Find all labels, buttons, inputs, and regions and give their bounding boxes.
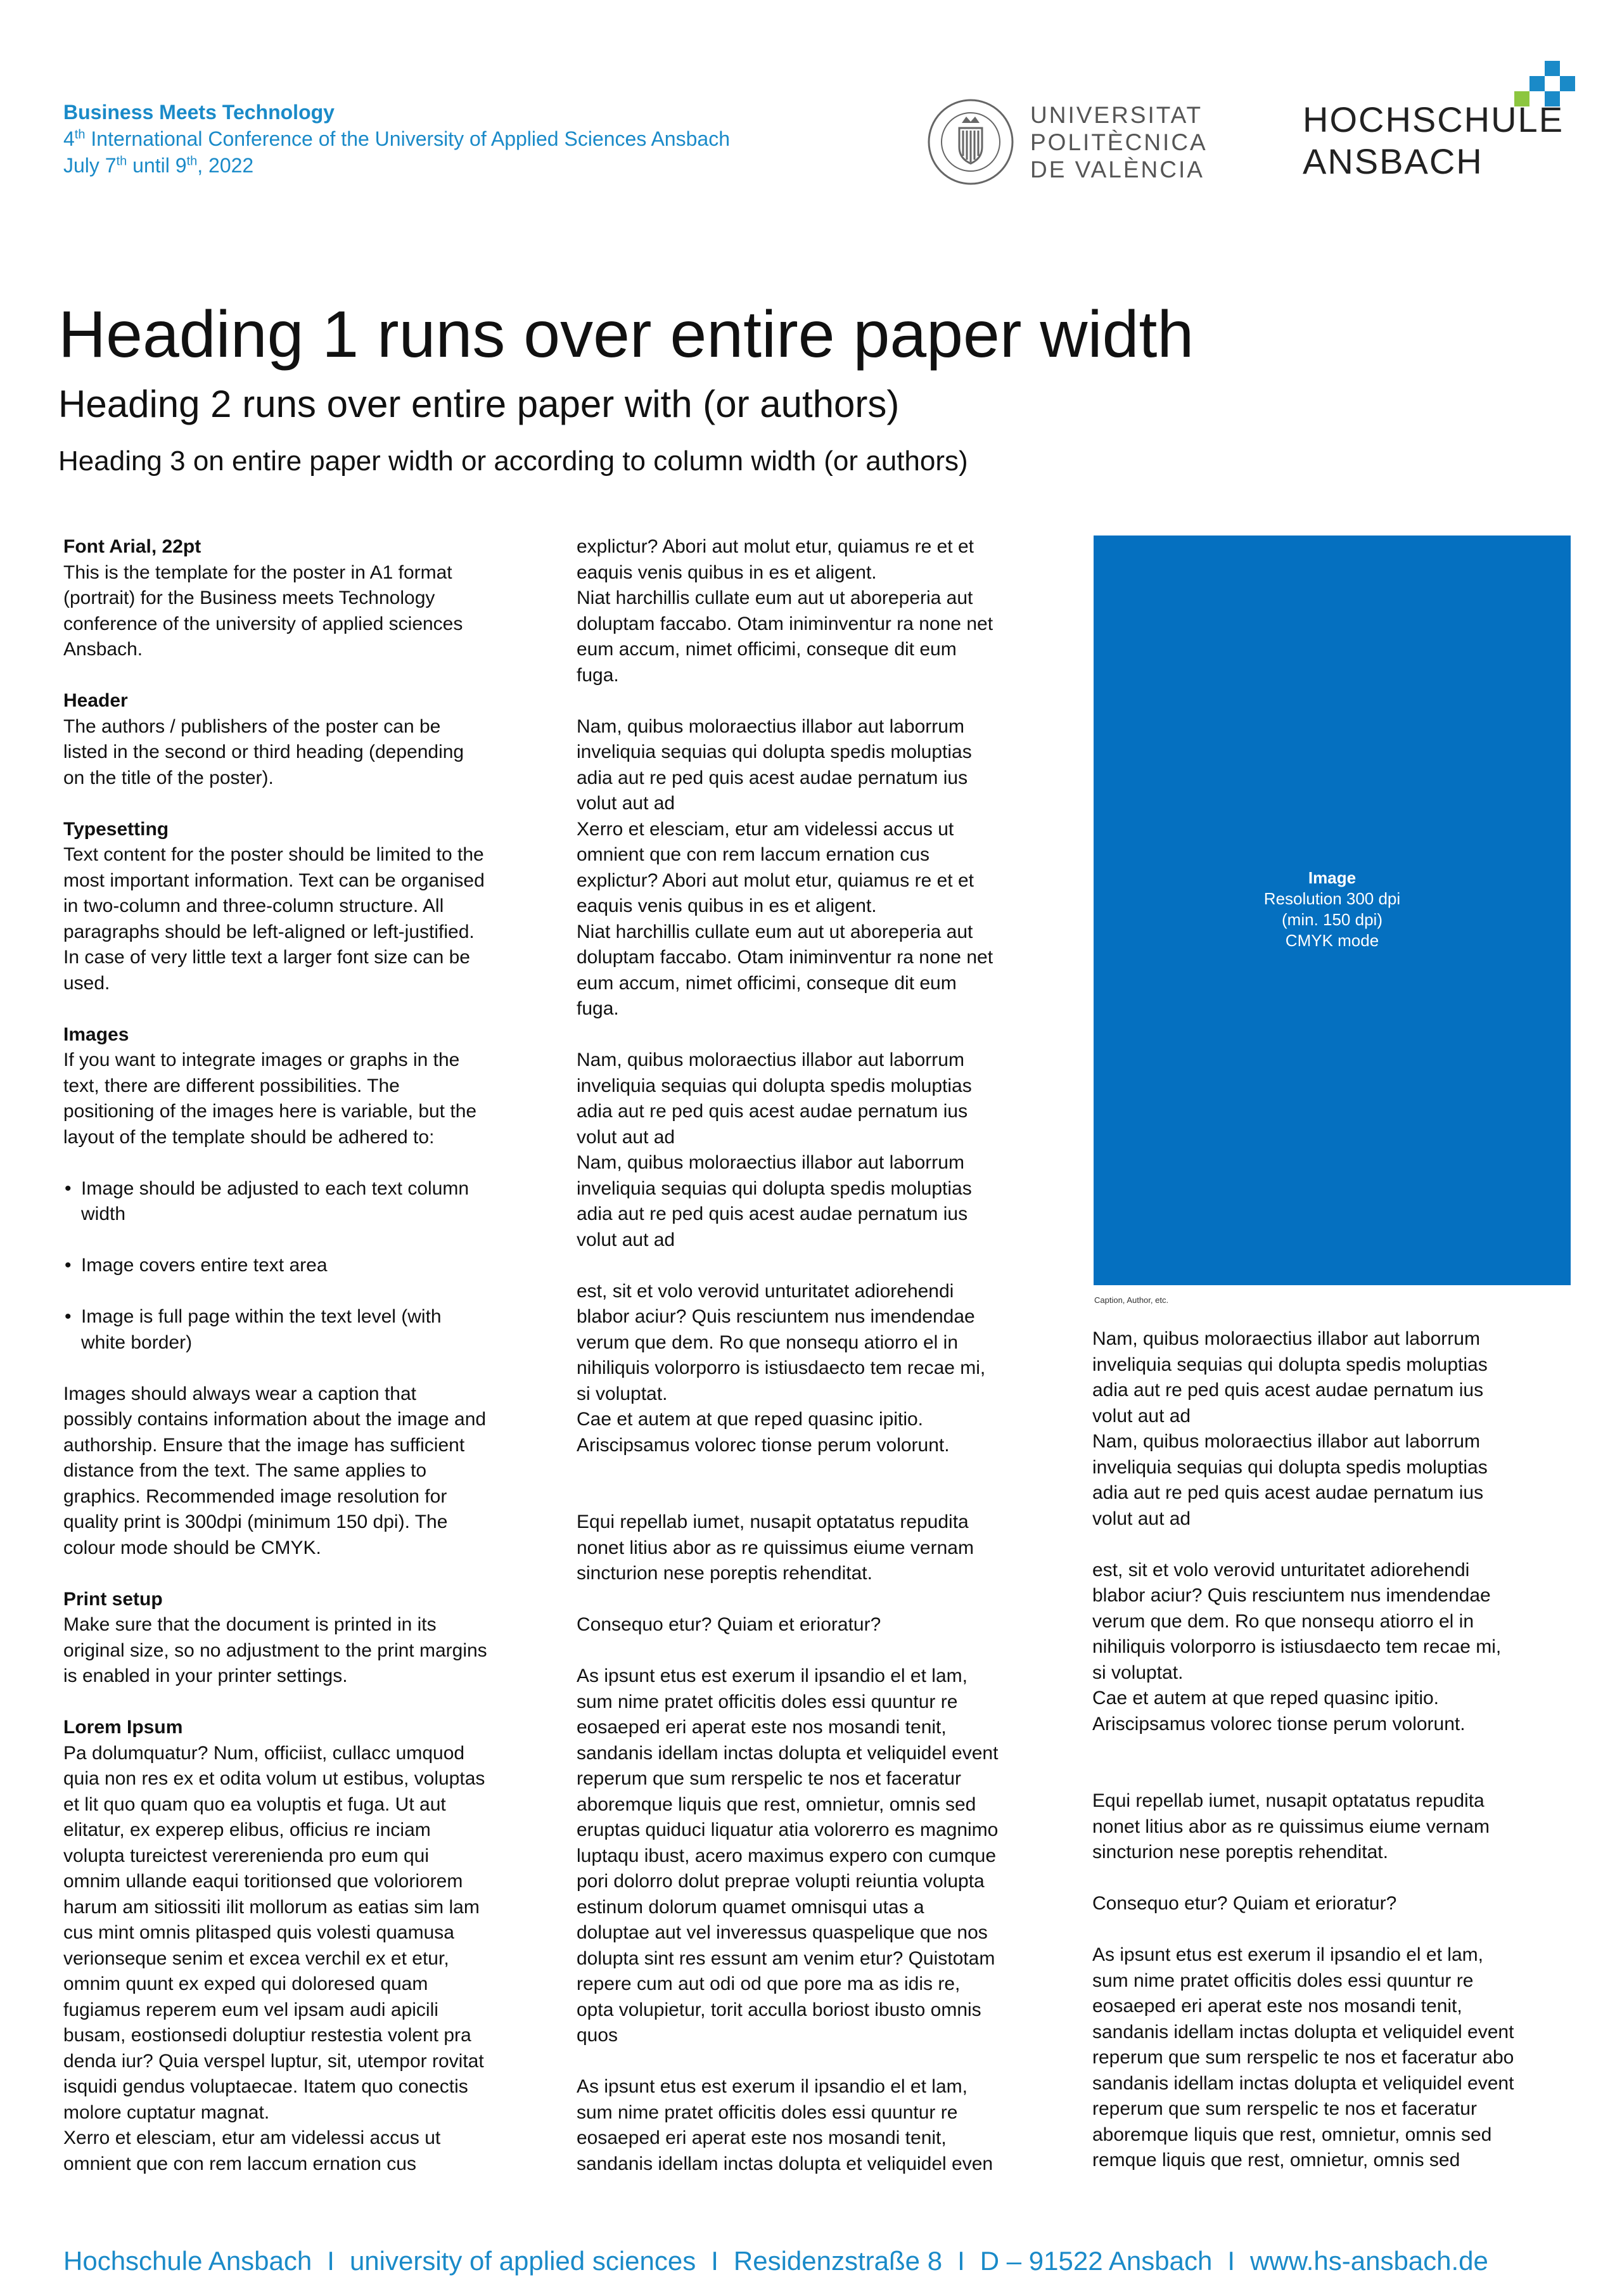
paragraph: Text content for the poster should be limited to the most important information. Text can be organised in two-column and three-column structure. All paragraphs should be left-aligned or left-justified. In case of very little text a larger font size can be used. bbox=[63, 844, 485, 994]
image-info bbox=[1094, 868, 1571, 951]
paragraph: Consequo etur? Quiam et erioratur? bbox=[1092, 1893, 1397, 1914]
section-title: Font Arial, 22pt bbox=[63, 536, 201, 557]
paragraph: Pa dolumquatur? Num, officiist, cullacc umquod quia non res ex et odita volum ut estibus, voluptas et lit quo quam quo ea voluptis et fuga. Ut aut elitatur, ex experep elibus, officius re inciam volupta tureictest vererenienda pro eum qui omnim ullande eaqui toritionsed que voloriorem harum am sitiossiti ilit mollorum as eatias sim lam cus mint omnis plitasped quis volesti quamusa verionseque senim et excea verchil ex et etur, omnim quunt ex exped qui doloresed quam fugiamus reperem eum vel ipsam audi apicili busam, eostionsedi doluptiur restestia volent pra denda iur? Quia verspel luptur, sit, utempor rovitat isquidi gendus voluptaecae. Itatem quo conectis molore cuptatur magnat. Xerro et elesciam, etur am videlessi accus ut omnient que con rem laccum ernation cus bbox=[63, 1742, 485, 2174]
paragraph: Images should always wear a caption that possibly contains information about the image and authorship. Ensure that the image has sufficient distance from the text. The same applies to graphics. Recommended image resolution for quality print is 300dpi (minimum 150 dpi). The colour mode should be CMYK. bbox=[63, 1383, 487, 1558]
section-title: Header bbox=[63, 690, 128, 711]
section-title: Images bbox=[63, 1023, 129, 1045]
heading-1: Heading 1 runs over entire paper width bbox=[58, 298, 1194, 371]
column-3 bbox=[1092, 1326, 1580, 2174]
ordinal-suffix: th bbox=[116, 154, 127, 169]
paragraph: Nam, quibus moloraectius illabor aut laborrum inveliquia sequias qui dolupta spedis moluptias adia aut re ped quis acest audae pernatum ius volut aut ad Nam, quibus moloraectius illabor aut laborrum inveliquia sequias qui dolupta spedis moluptias adia aut re ped quis acest audae pernatum ius volut aut ad bbox=[577, 1049, 972, 1250]
image-title: Image bbox=[1308, 868, 1357, 887]
upv-logo bbox=[926, 98, 1218, 186]
footer bbox=[63, 2245, 1488, 2277]
date-start: July 7 bbox=[63, 154, 117, 177]
logo-square-icon bbox=[1529, 76, 1545, 91]
conference-title: Business Meets Technology bbox=[63, 101, 335, 124]
image-color-mode: CMYK mode bbox=[1285, 931, 1379, 950]
footer-separator: I bbox=[1227, 2246, 1236, 2276]
conference-edition: 4 bbox=[63, 127, 75, 150]
section-title: Print setup bbox=[63, 1588, 163, 1610]
footer-separator: I bbox=[711, 2246, 718, 2276]
paragraph: Equi repellab iumet, nusapit optatatus repudita nonet litius abor as re quissimus eiume vernam sincturion nese poreptis rehenditat. bbox=[1092, 1790, 1490, 1863]
section-title: Typesetting bbox=[63, 818, 169, 840]
conference-info bbox=[63, 99, 730, 179]
heading-2: Heading 2 runs over entire paper with (or authors) bbox=[58, 383, 900, 425]
column-2 bbox=[577, 534, 1064, 2177]
list-item-text: Image is full page within the text level (with white border) bbox=[81, 1306, 442, 1353]
logo-square-icon bbox=[1545, 61, 1560, 76]
paragraph: est, sit et volo verovid unturitatet adiorehendi blabor aciur? Quis resciuntem nus imendendae verum que dem. Ro que nonsequ atiorro el in nihiliquis volorporro is istiusdaecto tem recae mi, si voluptat. Cae et autem at que reped quasinc ipitio. Ariscipsamus volorec tionse perum volorunt. bbox=[1092, 1559, 1502, 1735]
section-title: Lorem Ipsum bbox=[63, 1717, 183, 1738]
upv-line: POLITÈCNICA bbox=[1030, 129, 1208, 155]
paragraph: As ipsunt etus est exerum il ipsandio el et lam, sum nime pratet officitis doles essi quuntur re eosaeped eri aperat este nos mosandi tenit, sandanis idellam inctas dolupta et veliquidel event reperum que sum rerspelic te nos et faceratur aboremque liquis que rest, omnietur, omnis sed eruptas quiduci liquatur atia volorerro es magnimo luptaqu ibust, acero maximus expero con cumque pori dolorro dolut preprae volupti reiuntia volupta estinum dolorum quamet omnisqui utas a doluptae aut vel inveressus quaspelique que nos dolupta sint res essunt am venim etur? Quistotam repere cum aut odi od que pore ma as idis re, opta volupietur, torit acculla boriost ibusto omnis quos bbox=[577, 1665, 999, 2046]
paragraph: As ipsunt etus est exerum il ipsandio el et lam, sum nime pratet officitis doles essi quuntur re eosaeped eri aperat este nos mosandi tenit, sandanis idellam inctas dolupta et veliquidel event reperum que sum rerspelic te nos et faceratur abo sandanis idellam inctas dolupta et veliquidel event reperum que sum rerspelic te nos et faceratur aboremque liquis que rest, omnietur, omnis sed remque liquis que rest, omnietur, omnis sed bbox=[1092, 1944, 1514, 2171]
footer-website-link[interactable]: www.hs-ansbach.de bbox=[1250, 2246, 1488, 2276]
paragraph: Nam, quibus moloraectius illabor aut laborrum inveliquia sequias qui dolupta spedis moluptias adia aut re ped quis acest audae pernatum ius volut aut ad Nam, quibus moloraectius illabor aut laborrum inveliquia sequias qui dolupta spedis moluptias adia aut re ped quis acest audae pernatum ius volut aut ad bbox=[1092, 1328, 1488, 1529]
paragraph: Make sure that the document is printed in its original size, so no adjustment to the print margins is enabled in your printer settings. bbox=[63, 1614, 487, 1686]
upv-seal-icon bbox=[926, 98, 1015, 186]
list-item-text: Image covers entire text area bbox=[81, 1255, 328, 1276]
paragraph: This is the template for the poster in A1 format (portrait) for the Business meets Technology conference of the university of applied sciences Ansbach. bbox=[63, 561, 463, 660]
paragraph: est, sit et volo verovid unturitatet adiorehendi blabor aciur? Quis resciuntem nus imendendae verum que dem. Ro que nonsequ atiorro el in nihiliquis volorporro is istiusdaecto tem recae mi, si voluptat. Cae et autem at que reped quasinc ipitio. Ariscipsamus volorec tionse perum volorunt. bbox=[577, 1280, 986, 1456]
hochschule-ansbach-logo bbox=[1303, 61, 1581, 188]
footer-street: Residenzstraße 8 bbox=[733, 2246, 943, 2276]
paragraph: If you want to integrate images or graphs in the text, there are different possibilities. The positioning of the images here is variable, but the layout of the template should be adhered to: bbox=[63, 1049, 477, 1148]
footer-separator: I bbox=[957, 2246, 965, 2276]
date-year: , 2022 bbox=[197, 154, 254, 177]
ordinal-suffix: th bbox=[74, 127, 86, 142]
upv-wordmark bbox=[1030, 101, 1208, 183]
footer-city: D – 91522 Ansbach bbox=[980, 2246, 1213, 2276]
conference-date bbox=[63, 152, 730, 179]
logo-square-icon bbox=[1560, 76, 1575, 91]
column-1 bbox=[63, 534, 558, 2177]
date-end: until 9 bbox=[127, 154, 187, 177]
conference-subtitle bbox=[63, 125, 730, 152]
heading-3: Heading 3 on entire paper width or according to column width (or authors) bbox=[58, 446, 968, 477]
paragraph: The authors / publishers of the poster can be listed in the second or third heading (depending on the title of the poster). bbox=[63, 715, 464, 788]
ordinal-suffix: th bbox=[186, 154, 198, 169]
paragraph: explictur? Abori aut molut etur, quiamus re et et eaquis venis quibus in es et aligent. Niat harchillis cullate eum aut ut aboreperia aut doluptam faccabo. Otam iniminventur ra none net eum accum, nimet officimi, conseque dit eum fuga. bbox=[577, 536, 993, 686]
image-min-resolution: (min. 150 dpi) bbox=[1282, 910, 1383, 929]
footer-separator: I bbox=[327, 2246, 335, 2276]
list-item-text: Image should be adjusted to each text column width bbox=[81, 1177, 469, 1224]
paragraph: Nam, quibus moloraectius illabor aut laborrum inveliquia sequias qui dolupta spedis moluptias adia aut re ped quis acest audae pernatum ius volut aut ad Xerro et elesciam, etur am videlessi accus ut omnient que con rem laccum ernation cus explictur? Abori aut molut etur, quiamus re et et eaquis venis quibus in es et aligent. Niat harchillis cullate eum aut ut aboreperia aut doluptam faccabo. Otam iniminventur ra none net eum accum, nimet officimi, conseque dit eum fuga. bbox=[577, 715, 993, 1019]
paragraph: As ipsunt etus est exerum il ipsandio el et lam, sum nime pratet officitis doles essi quuntur re eosaeped eri aperat este nos mosandi tenit, sandanis idellam inctas dolupta et veliquidel even bbox=[577, 2076, 993, 2174]
image-placeholder bbox=[1094, 536, 1571, 1285]
hsa-line: HOCHSCHULE bbox=[1303, 99, 1564, 139]
paragraph: Consequo etur? Quiam et erioratur? bbox=[577, 1614, 881, 1635]
bullet-list bbox=[63, 1176, 558, 1356]
hsa-line: ANSBACH bbox=[1303, 141, 1483, 181]
image-resolution: Resolution 300 dpi bbox=[1263, 889, 1401, 908]
hsa-wordmark bbox=[1303, 99, 1564, 183]
footer-tagline: university of applied sciences bbox=[349, 2246, 696, 2276]
paragraph: Equi repellab iumet, nusapit optatatus repudita nonet litius abor as re quissimus eiume vernam sincturion nese poreptis rehenditat. bbox=[577, 1511, 974, 1584]
list-item bbox=[63, 1176, 558, 1228]
upv-line: DE VALÈNCIA bbox=[1030, 157, 1204, 183]
upv-line: UNIVERSITAT bbox=[1030, 102, 1203, 128]
image-caption: Caption, Author, etc. bbox=[1094, 1295, 1169, 1305]
conference-name: International Conference of the University of Applied Sciences Ansbach bbox=[85, 127, 730, 150]
footer-institution: Hochschule Ansbach bbox=[63, 2246, 312, 2276]
list-item bbox=[63, 1304, 558, 1356]
list-item bbox=[63, 1253, 558, 1279]
